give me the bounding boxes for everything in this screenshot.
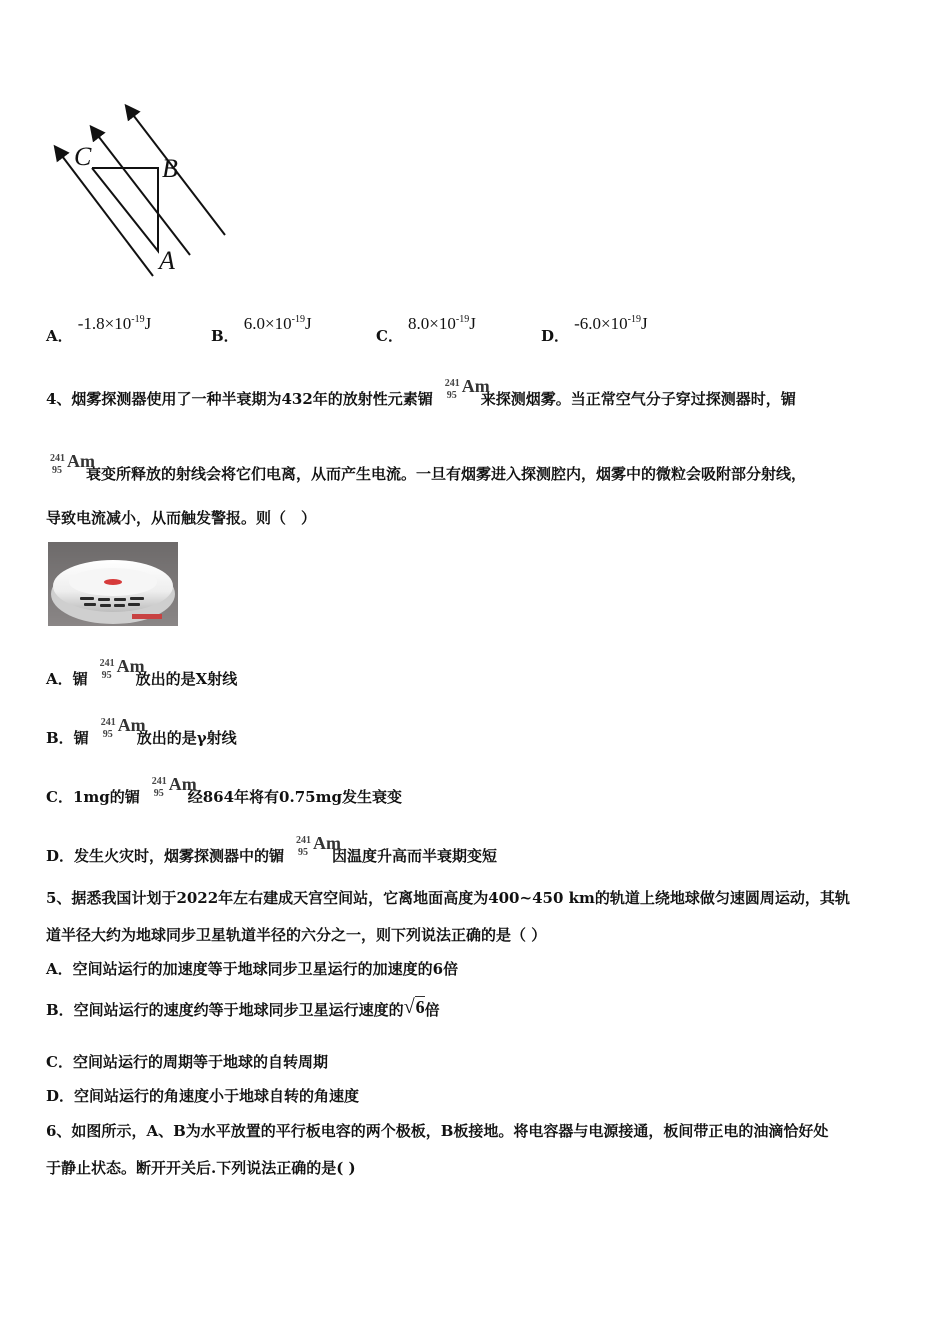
q4-stem-line-2: 241 95 Am 衰变所释放的射线会将它们电离，从而产生电流。一旦有烟雾进入探测腔内，烟雾中的微粒会吸附部分射线， (38, 457, 806, 484)
q4-stem-line-3: 导致电流减小，从而触发警报。则（ ） (46, 509, 317, 527)
q5-option-c: C．空间站运行的周期等于地球的自转周期 (46, 1053, 328, 1071)
nuclide-am241: 241 95 Am (50, 451, 95, 476)
sqrt-six: √6 (403, 996, 425, 1018)
q4-option-a: A．镅 241 95 Am 放出的是X射线 (46, 656, 238, 688)
smoke-detector-image (48, 542, 178, 626)
q6-stem-line-2: 于静止状态。断开开关后.下列说法正确的是( ) (46, 1159, 356, 1177)
q3-option-d: D． $-6.0\times 10^{-19}J$ (541, 314, 648, 345)
q5-option-d: D．空间站运行的角速度小于地球自转的角速度 (46, 1087, 360, 1105)
nuclide-am241: 241 95 Am (296, 833, 342, 858)
q3-option-b: B． $6.0\times 10^{-19}J$ (211, 314, 312, 345)
q5-option-b: B．空间站运行的速度约等于地球同步卫星运行速度的√6倍 (46, 996, 440, 1019)
q5-stem-line-2: 道半径大约为地球同步卫星轨道半径的六分之一，则下列说法正确的是（ ） (46, 926, 547, 944)
nuclide-am241: 241 95 Am (99, 656, 145, 681)
q4-stem-line-1: 4、烟雾探测器使用了一种半衰期为432年的放射性元素镅 241 95 Am 来探测烟雾。当正常空气分子穿过探测器时，镅 (46, 376, 796, 408)
label-c: C (74, 142, 92, 171)
nuclide-am241: 241 95 Am (100, 715, 146, 740)
nuclide-am241: 241 95 Am (151, 774, 197, 799)
q4-option-b: B．镅 241 95 Am 放出的是γ射线 (46, 715, 237, 747)
q5-option-a: A．空间站运行的加速度等于地球同步卫星运行的加速度的6倍 (46, 960, 459, 978)
q5-stem-line-1: 5、据悉我国计划于2022年左右建成天宫空间站，它离地面高度为400~450 km的轨道上绕地球做匀速圆周运动，其轨 (46, 889, 850, 907)
q4-option-d: D．发生火灾时，烟雾探测器中的镅 241 95 Am 因温度升高而半衰期变短 (46, 833, 498, 865)
q3-option-c: C． $8.0\times 10^{-19}J$ (376, 314, 476, 345)
field-line (92, 128, 190, 255)
electric-field-figure (40, 95, 240, 285)
q6-stem-line-1: 6、如图所示，A、B为水平放置的平行板电容的两个极板，B板接地。将电容器与电源接通，板间带正电的油滴恰好处 (46, 1122, 829, 1140)
label-b: B (162, 154, 178, 183)
label-a: A (159, 246, 175, 275)
nuclide-am241: 241 95 Am (444, 376, 490, 401)
q3-option-a: A． $-1.8\times 10^{-19}J$ (46, 314, 152, 345)
q4-option-c: C．1mg的镅 241 95 Am 经864年将有0.75mg发生衰变 (46, 774, 402, 806)
